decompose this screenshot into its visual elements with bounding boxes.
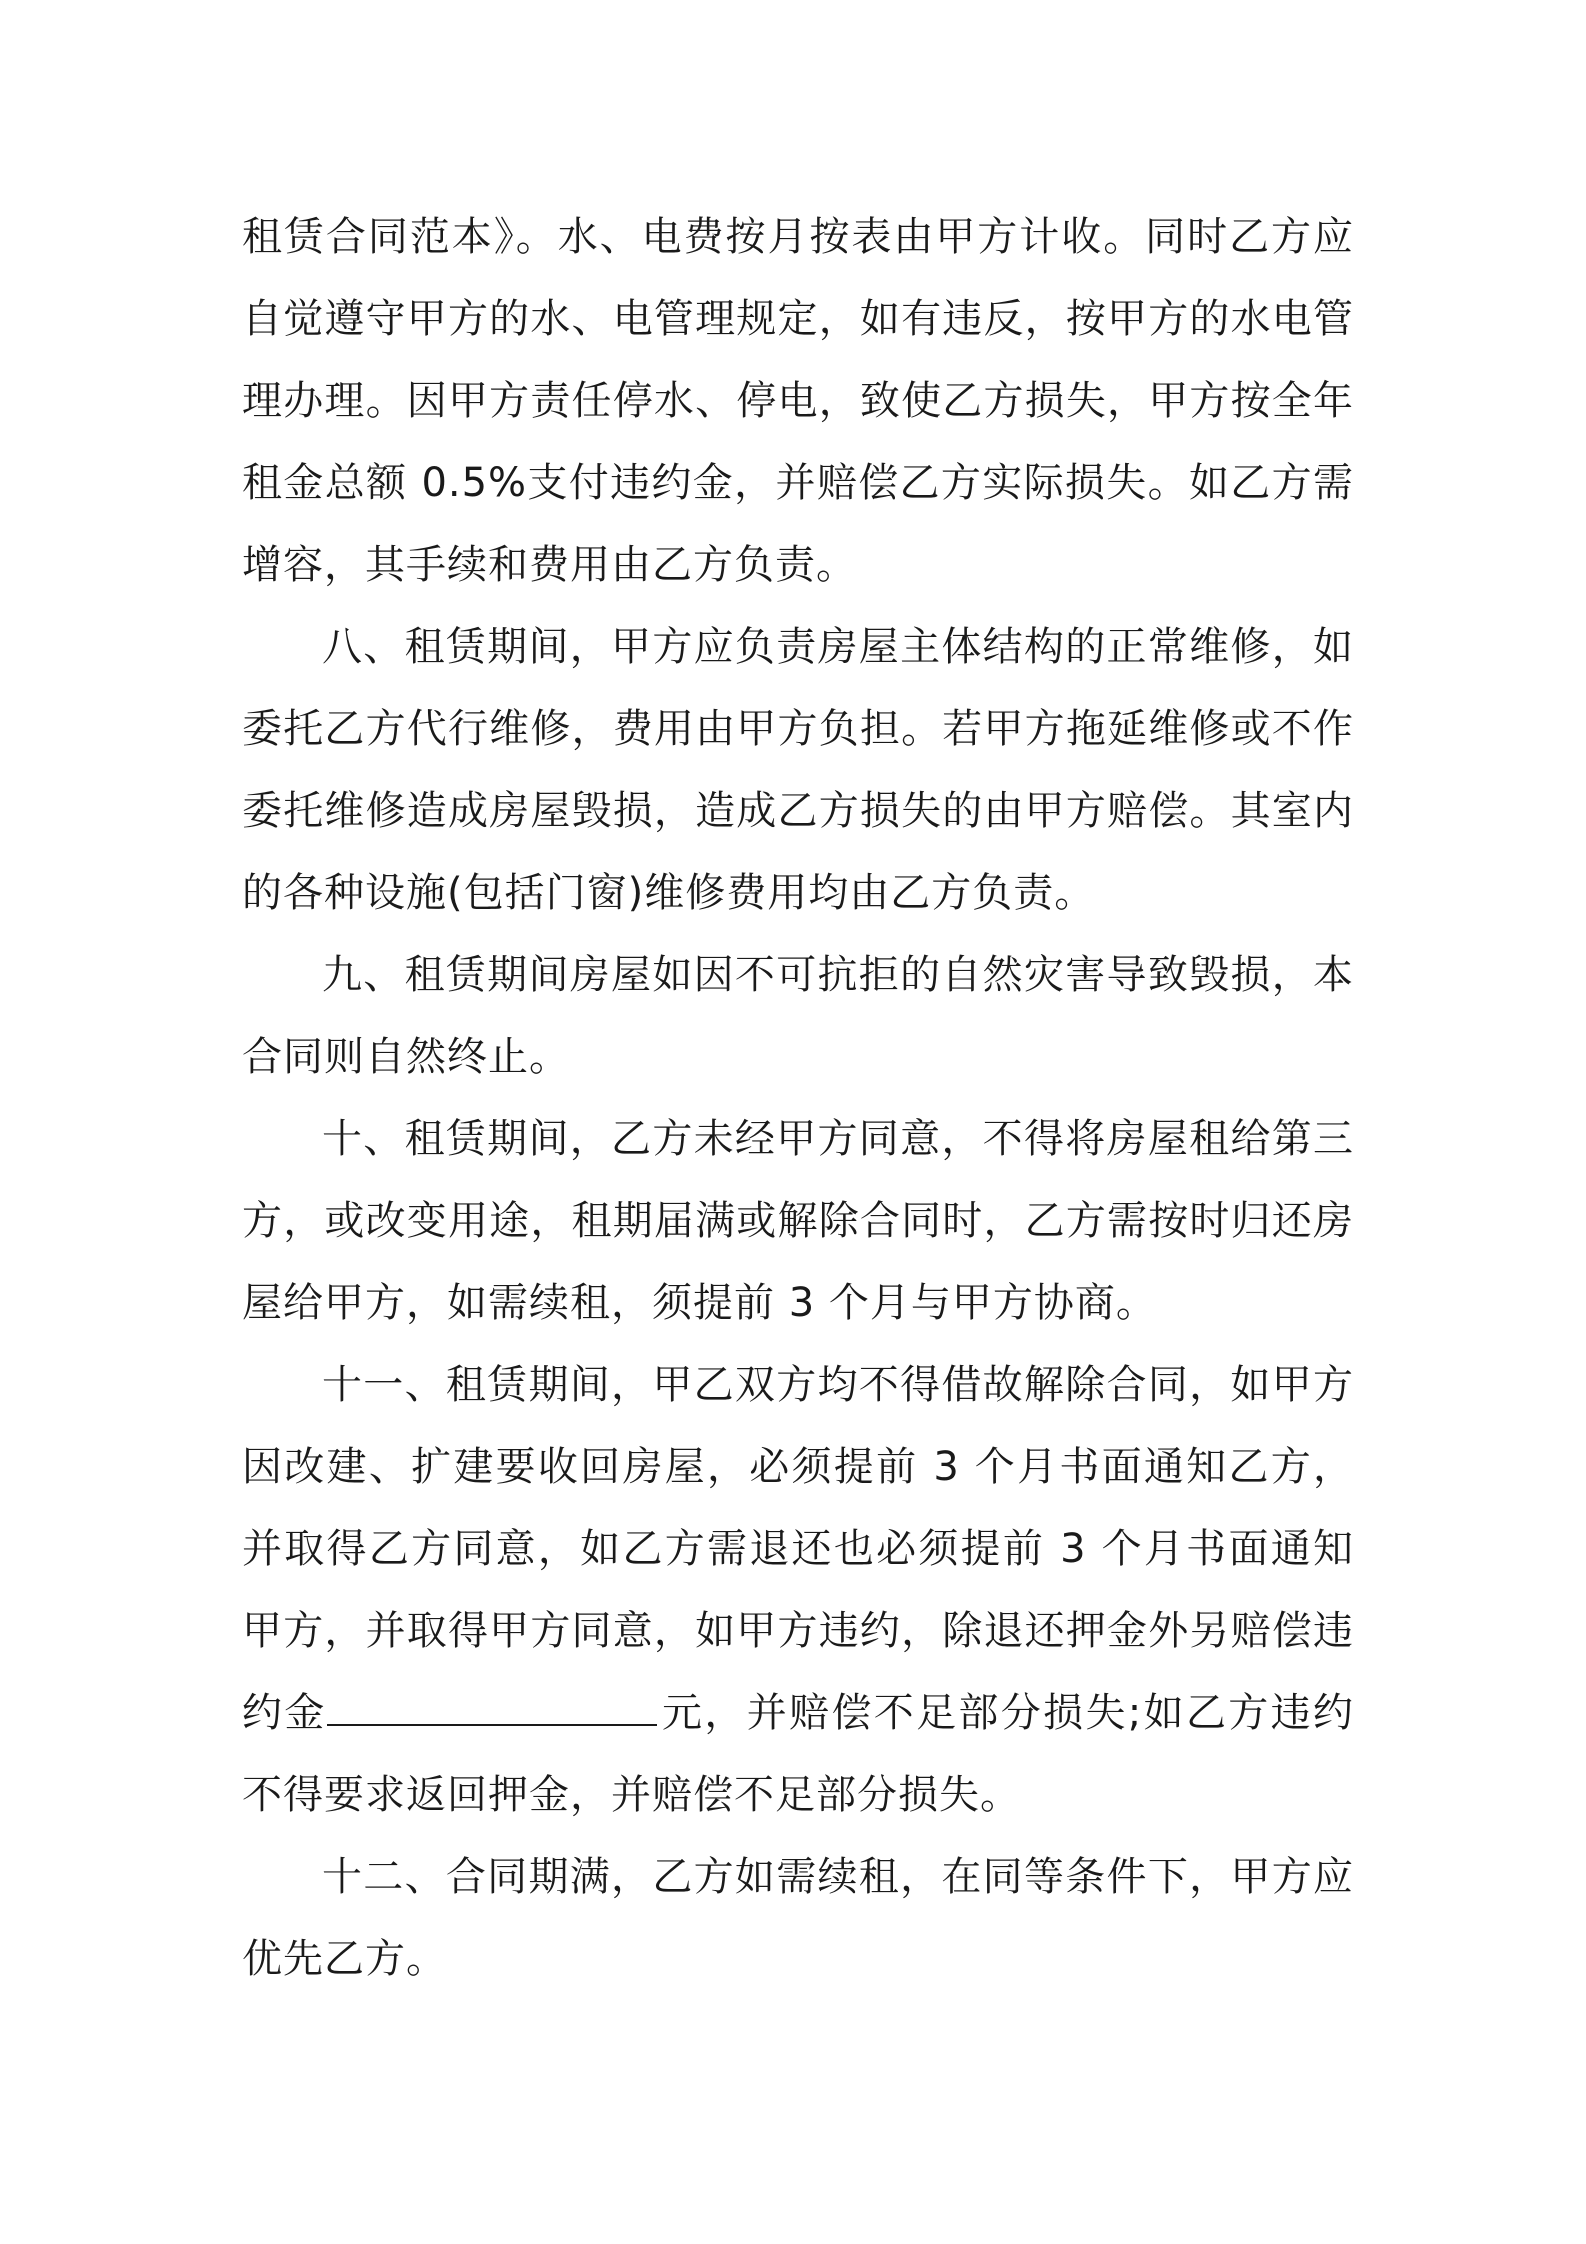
document-body: [242, 196, 1354, 2000]
penalty-amount-blank: [327, 1690, 657, 1726]
paragraph-clause-9: 九、租赁期间房屋如因不可抗拒的自然灾害导致毁损，本合同则自然终止。: [242, 952, 1354, 1080]
paragraph-utilities: 租赁合同范本》。水、电费按月按表由甲方计收。同时乙方应自觉遵守甲方的水、电管理规定，如有违反，按甲方的水电管理办理。因甲方责任停水、停电，致使乙方损失，甲方按全年租金总额 0.5%支付违约金，并赔偿乙方实际损失。如乙方需增容，其手续和费用由乙方负责。: [242, 214, 1354, 588]
paragraph-clause-8: 八、租赁期间，甲方应负责房屋主体结构的正常维修，如委托乙方代行维修，费用由甲方负担。若甲方拖延维修或不作委托维修造成房屋毁损，造成乙方损失的由甲方赔偿。其室内的各种设施(包括门窗)维修费用均由乙方负责。: [242, 624, 1354, 916]
paragraph-clause-11: [242, 1344, 1354, 1836]
paragraph-clause-12: 十二、合同期满，乙方如需续租，在同等条件下，甲方应优先乙方。: [242, 1854, 1354, 1982]
clause-11-text-after-blank: 元，并赔偿不足部分损失;如乙方违约不得要求返回押金，并赔偿不足部分损失。: [242, 1690, 1354, 1818]
clause-11-text-before-blank: 十一、租赁期间，甲乙双方均不得借故解除合同，如甲方因改建、扩建要收回房屋，必须提前 3 个月书面通知乙方，并取得乙方同意，如乙方需退还也必须提前 3 个月书面通知甲方，并取得甲方同意，如甲方违约，除退还押金外另赔偿违约金: [242, 1362, 1354, 1736]
paragraph-clause-10: 十、租赁期间，乙方未经甲方同意，不得将房屋租给第三方，或改变用途，租期届满或解除合同时，乙方需按时归还房屋给甲方，如需续租，须提前 3 个月与甲方协商。: [242, 1116, 1354, 1326]
